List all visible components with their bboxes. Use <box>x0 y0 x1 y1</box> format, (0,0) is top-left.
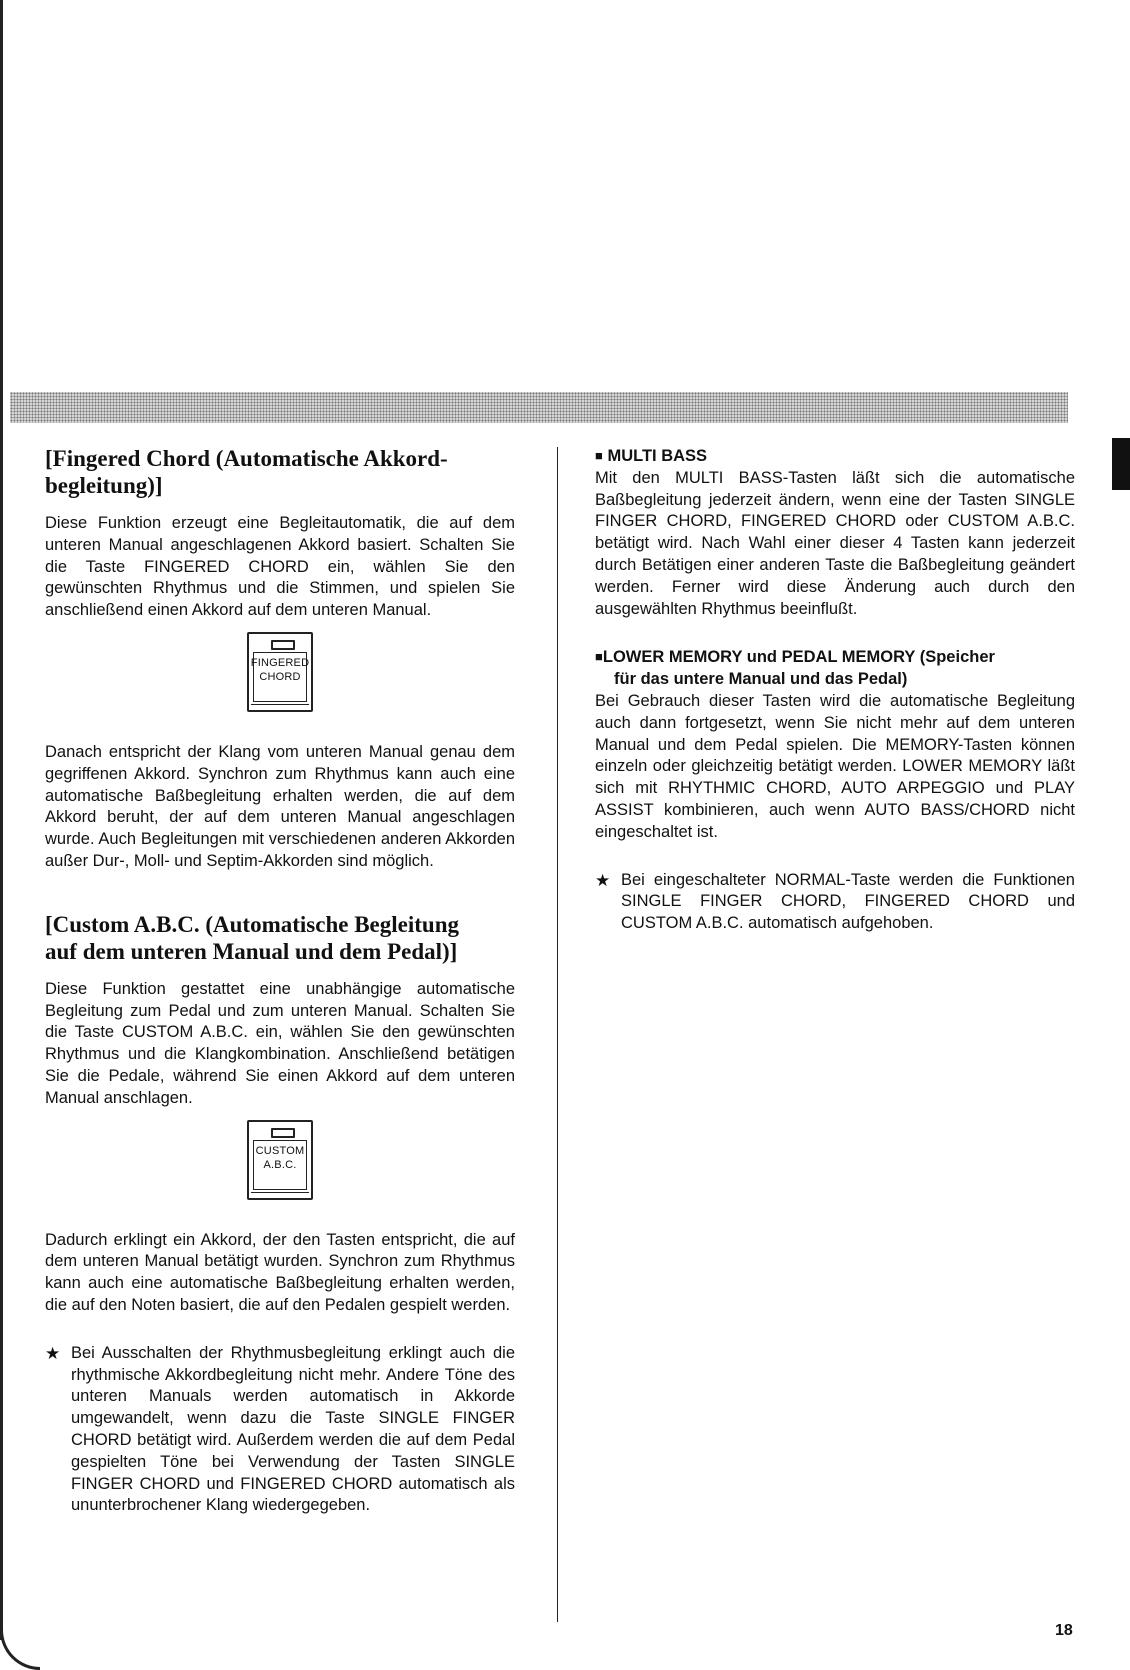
memory-text: Bei Gebrauch dieser Tasten wird die automatische Begleitung auch dann fortgesetzt, wenn Sie nicht mehr auf dem unteren Manual und dem Pedal spielen. Die MEMORY-Tasten können einzeln oder gleichzeitig betätigt werden. LOWER MEMORY läßt sich mit RHYTHMIC CHORD, AUTO ARPEGGIO und PLAY ASSIST kombinieren, auch wenn AUTO BASS/CHORD nicht eingeschaltet ist. <box>595 691 1075 841</box>
multi-bass-heading <box>595 445 1075 468</box>
left-column <box>45 445 515 1517</box>
star-icon: ★ <box>595 870 611 890</box>
indicator-lamp-icon <box>271 640 295 650</box>
memory-section <box>595 646 1075 843</box>
button-face <box>253 1140 307 1190</box>
custom-abc-note <box>45 1343 515 1517</box>
right-column <box>595 445 1075 935</box>
button-label: A.B.C. <box>263 1158 297 1171</box>
note-text: Bei eingeschalteter NORMAL-Taste werden die Funktionen SINGLE FINGER CHORD, FINGERED CHORD und CUSTOM A.B.C. automatisch aufgehoben. <box>621 870 1075 933</box>
page-left-edge <box>0 0 3 1640</box>
dotted-header-band <box>10 392 1068 423</box>
page-corner-curve <box>0 1615 40 1670</box>
button-base <box>251 1192 309 1196</box>
memory-heading <box>595 646 1075 691</box>
square-bullet-icon: ■ <box>595 448 603 463</box>
heading-text: MULTI BASS <box>607 447 708 465</box>
multi-bass-section <box>595 445 1075 620</box>
custom-abc-section <box>45 911 515 1517</box>
button-base <box>251 704 309 708</box>
fingered-chord-intro: Diese Funktion erzeugt eine Begleitautomatik, die auf dem unteren Manual angeschlagenen Akkord basiert. Schalten Sie die Taste FINGERED CHORD ein, wählen Sie den gewünschten Rhythmus und die Stimmen, und spielen Sie anschließend einen Akkord auf dem unteren Manual. <box>45 514 515 620</box>
custom-abc-heading <box>45 911 515 965</box>
heading-line: für das untere Manual und das Pedal) <box>614 670 908 689</box>
custom-abc-description: Dadurch erklingt ein Akkord, der den Tasten entspricht, die auf dem unteren Manual betätigt wurden. Synchron zum Rhythmus kann auch eine automatische Baßbegleitung erhalten werden, die auf den Noten basiert, die auf den Pedalen gespielt werden. <box>45 1230 515 1314</box>
custom-abc-intro: Diese Funktion gestattet eine unabhängige automatische Begleitung zum Pedal und zum unteren Manual. Schalten Sie die Taste CUSTOM A.B.C. ein, wählen Sie den gewünschten Rhythmus und die Klangkombination. Anschließend betätigen Sie die Pedale, während Sie einen Akkord auf dem unteren Manual anschlagen. <box>45 979 515 1107</box>
button-label: FINGERED <box>250 656 310 669</box>
multi-bass-text: Mit den MULTI BASS-Tasten läßt sich die automatische Baßbegleitung jederzeit ändern, wenn eine der Tasten SINGLE FINGER CHORD, FINGERED CHORD oder CUSTOM A.B.C. betätigt wird. Nach Wahl einer dieser 4 Tasten kann jederzeit durch Betätigen einer anderen Taste die Baßbegleitung geändert werden. Ferner wird diese Änderung auch durch den ausgewählten Rhythmus beeinflußt. <box>595 468 1075 618</box>
button-face <box>250 652 310 702</box>
button-label: CUSTOM <box>255 1144 305 1157</box>
button-label: CHORD <box>259 670 301 683</box>
normal-key-note <box>595 870 1075 935</box>
custom-abc-button-illustration <box>247 1120 313 1200</box>
page-number: 18 <box>1055 1622 1073 1639</box>
fingered-chord-description: Danach entspricht der Klang vom unteren Manual genau dem gegriffenen Akkord. Synchron zum Rhythmus kann auch eine automatische Baßbegleitung erhalten werden, die auf dem Akkord beruht, der auf dem unteren Manual angeschlagen wurde. Auch Begleitungen mit verschiedenen anderen Akkorden außer Dur-, Moll- und Septim-Akkorden sind möglich. <box>45 742 515 870</box>
fingered-chord-heading <box>45 445 515 499</box>
column-divider <box>557 447 558 1622</box>
thumb-index-tab <box>1112 438 1130 490</box>
heading-line: begleitung)] <box>45 473 163 498</box>
square-bullet-icon: ■ <box>595 649 603 665</box>
heading-line: LOWER MEMORY und PEDAL MEMORY (Speicher <box>602 648 995 667</box>
heading-line: [Custom A.B.C. (Automatische Begleitung <box>45 911 459 937</box>
fingered-chord-button-illustration <box>247 632 313 712</box>
heading-line: auf dem unteren Manual und dem Pedal)] <box>45 938 458 964</box>
indicator-lamp-icon <box>271 1128 295 1138</box>
fingered-chord-section <box>45 445 515 873</box>
heading-line: [Fingered Chord (Automatische Akkord- <box>45 446 448 471</box>
note-text: Bei Ausschalten der Rhythmusbegleitung erklingt auch die rhythmische Akkordbegleitung nicht mehr. Andere Töne des unteren Manuals werden automatisch in Akkorde umgewandelt, wenn dazu die Taste SINGLE FINGER CHORD betätigt wird. Außerdem werden die auf dem Pedal gespielten Töne bei Verwendung der Tasten SINGLE FINGER CHORD und FINGERED CHORD automatisch als ununterbrochener Klang wiedergegeben. <box>71 1343 515 1515</box>
star-icon: ★ <box>45 1343 61 1363</box>
